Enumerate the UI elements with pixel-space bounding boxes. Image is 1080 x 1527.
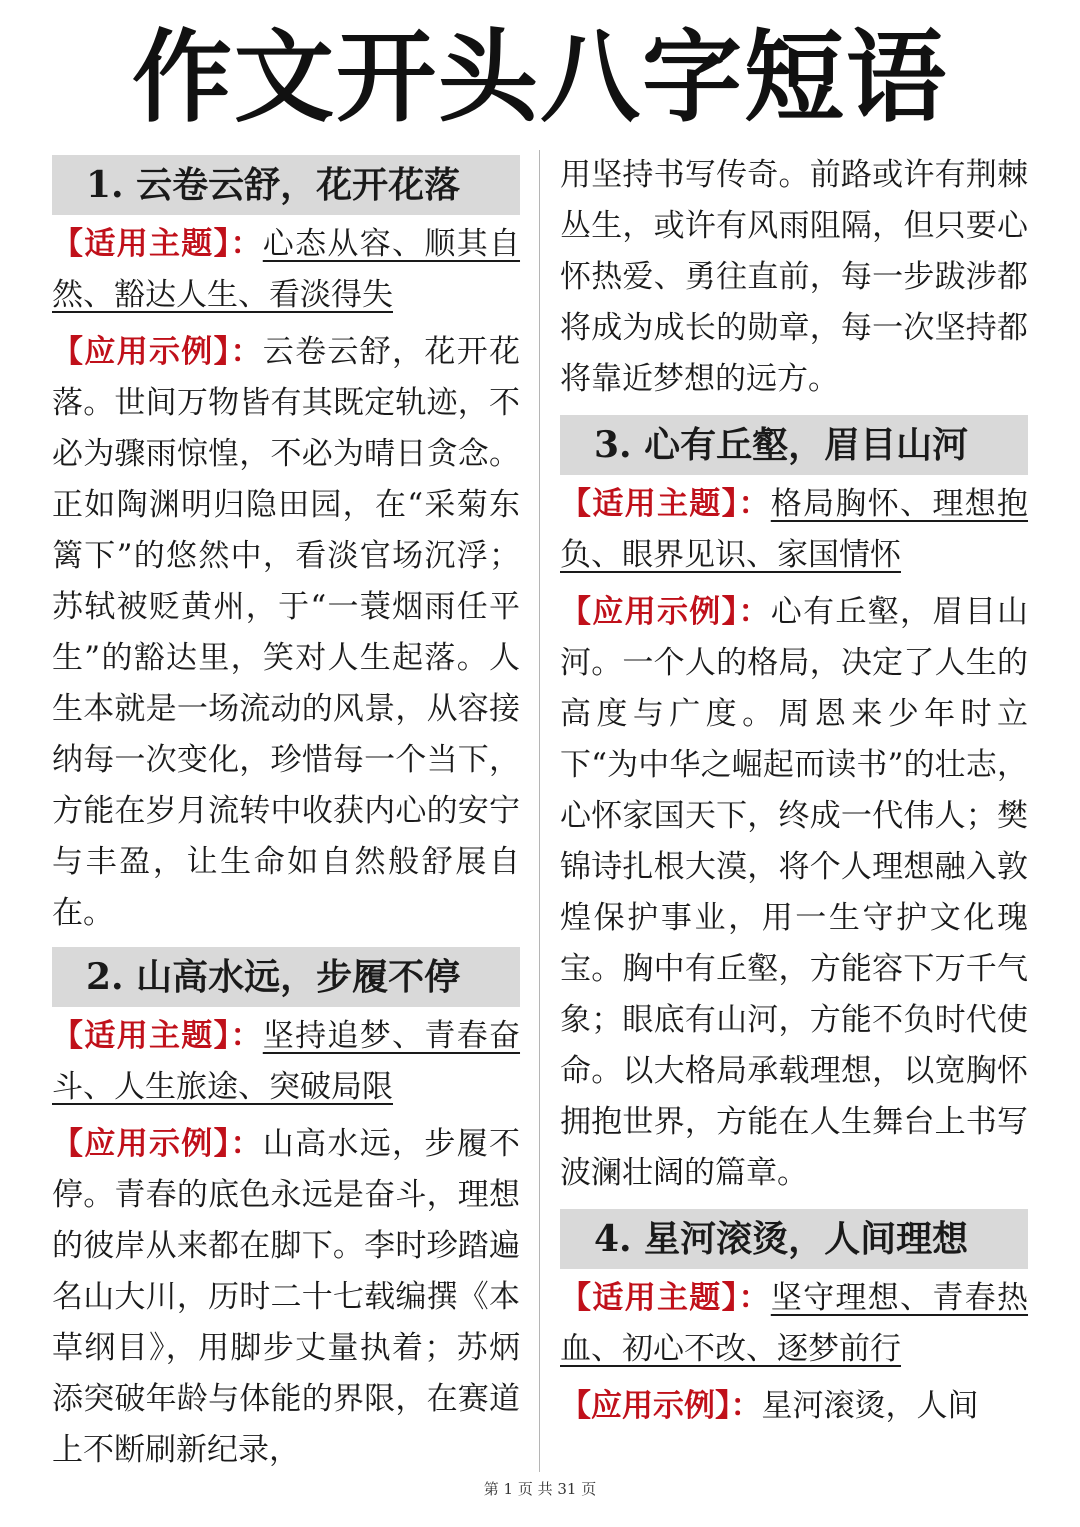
page-footer: 第 1 页 共 31 页 bbox=[483, 1480, 597, 1498]
theme-tag: 【适用主题】 bbox=[52, 226, 231, 262]
section-1-example bbox=[52, 327, 520, 939]
right-column bbox=[560, 150, 1028, 1432]
section-heading-3: 3. 心有丘壑，眉目山河 bbox=[560, 415, 1028, 475]
section-2-themes bbox=[52, 1011, 520, 1113]
section-3-example-text: 心有丘壑，眉目山河。一个人的格局，决定了人生的高度与广度。周恩来少年时立下“为中华之崛起而读书”的壮志，心怀家国天下，终成一代伟人；樊锦诗扎根大漠，将个人理想融入敦煌保护事业，用一生守护文化瑰宝。胸中有丘壑，方能容下万千气象；眼底有山河，方能不负时代使命。以大格局承载理想，以宽胸怀拥抱世界，方能在人生舞台上书写波澜壮阔的篇章。 bbox=[560, 594, 1029, 1191]
section-1-example-text: 云卷云舒，花开花落。世间万物皆有其既定轨迹，不必为骤雨惊惶，不必为晴日贪念。正如陶渊明归隐田园，在“采菊东篱下”的悠然中，看淡官场沉浮；苏轼被贬黄州，于“一蓑烟雨任平生”的豁达里，笑对人生起落。人生本就是一场流动的风景，从容接纳每一次变化，珍惜每一个当下，方能在岁月流转中收获内心的安宁与丰盈，让生命如自然般舒展自在。 bbox=[52, 334, 521, 931]
theme-tag: 【适用主题】 bbox=[52, 1018, 231, 1054]
section-heading-2: 2. 山高水远，步履不停 bbox=[52, 947, 520, 1007]
theme-colon: ： bbox=[230, 1018, 263, 1054]
example-tag: 【应用示例】 bbox=[560, 1388, 731, 1424]
section-3-themes bbox=[560, 479, 1028, 581]
example-colon: ： bbox=[230, 1126, 263, 1162]
section-1-themes bbox=[52, 219, 520, 321]
example-tag: 【应用示例】 bbox=[560, 594, 739, 630]
section-2-example bbox=[52, 1119, 520, 1476]
theme-tag: 【适用主题】 bbox=[560, 486, 739, 522]
theme-colon: ： bbox=[738, 486, 771, 522]
example-colon: ： bbox=[738, 594, 771, 630]
column-divider bbox=[539, 150, 540, 1472]
page-title: 作文开头八字短语 bbox=[132, 19, 948, 136]
example-colon: ： bbox=[730, 1388, 762, 1424]
section-1-theme-list: 心态从容、顺其自然、豁达人生、看淡得失 bbox=[52, 226, 521, 313]
section-2-example-text: 山高水远，步履不停。青春的底色永远是奋斗，理想的彼岸从来都在脚下。李时珍踏遍名山大川，历时二十七载编撰《本草纲目》，用脚步丈量执着；苏炳添突破年龄与体能的界限，在赛道上不断刷新纪录， bbox=[52, 1126, 521, 1468]
section-4-themes bbox=[560, 1273, 1028, 1375]
example-colon: ： bbox=[230, 334, 263, 370]
theme-colon: ： bbox=[230, 226, 263, 262]
example-tag: 【应用示例】 bbox=[52, 1126, 231, 1162]
example-tag: 【应用示例】 bbox=[52, 334, 231, 370]
section-3-example bbox=[560, 587, 1028, 1199]
section-3-theme-list: 格局胸怀、理想抱负、眼界见识、家国情怀 bbox=[560, 486, 1029, 573]
theme-colon: ： bbox=[738, 1280, 771, 1316]
left-column bbox=[52, 155, 520, 1476]
theme-tag: 【适用主题】 bbox=[560, 1280, 739, 1316]
section-2-theme-list: 坚持追梦、青春奋斗、人生旅途、突破局限 bbox=[52, 1018, 521, 1105]
section-heading-4: 4. 星河滚烫，人间理想 bbox=[560, 1209, 1028, 1269]
section-4-example-text: 星河滚烫，人间 bbox=[761, 1388, 979, 1424]
section-4-example bbox=[560, 1381, 1028, 1432]
section-heading-1: 1. 云卷云舒，花开花落 bbox=[52, 155, 520, 215]
section-2-example-continued: 用坚持书写传奇。前路或许有荆棘丛生，或许有风雨阻隔，但只要心怀热爱、勇往直前，每一步跋涉都将成为成长的勋章，每一次坚持都将靠近梦想的远方。 bbox=[560, 157, 1028, 397]
section-4-theme-list: 坚守理想、青春热血、初心不改、逐梦前行 bbox=[560, 1280, 1029, 1367]
